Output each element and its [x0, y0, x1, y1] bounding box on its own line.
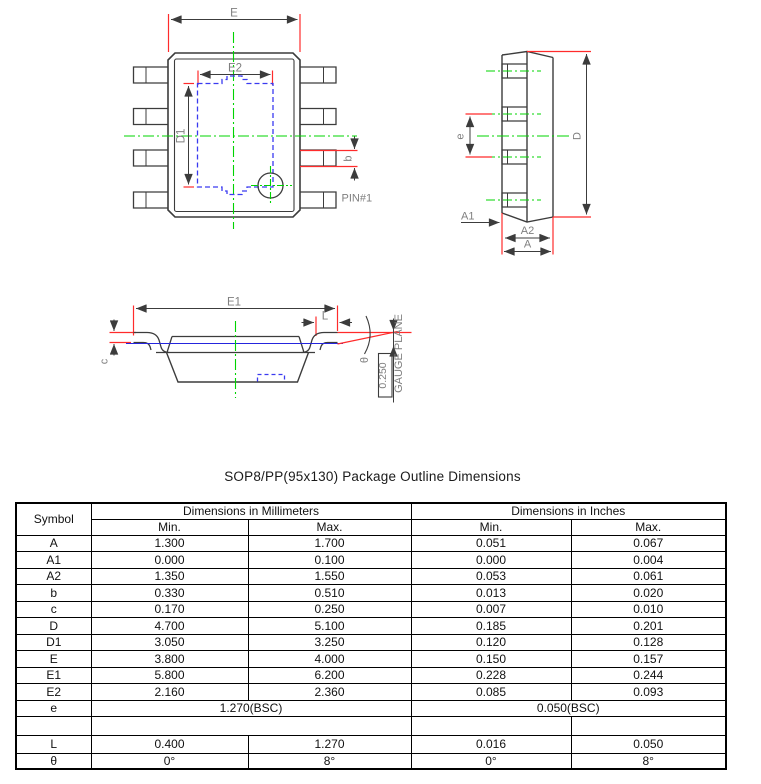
in-max-cell: 0.004 — [571, 551, 726, 568]
label-E1: E1 — [226, 296, 242, 309]
mm-max-cell: 2.360 — [248, 683, 411, 700]
table-row-e — [16, 700, 726, 716]
in-min-cell: 0.120 — [411, 634, 571, 650]
mm-max-cell: 1.700 — [248, 535, 411, 551]
blank-cell — [411, 716, 571, 735]
mm-max-cell: 3.250 — [248, 634, 411, 650]
header-row-2 — [16, 519, 726, 535]
symbol-cell: c — [16, 601, 91, 617]
bottom-notch-outline — [258, 375, 285, 382]
symbol-cell: E2 — [16, 683, 91, 700]
in-max-cell: 8° — [571, 753, 726, 769]
in-max-cell: 0.020 — [571, 584, 726, 601]
header-mm: Dimensions in Millimeters — [91, 503, 411, 519]
header-row-1 — [16, 503, 726, 519]
header-in-max: Max. — [571, 519, 726, 535]
blank-cell — [91, 716, 411, 735]
in-max-cell: 0.050 — [571, 735, 726, 753]
dim-A2 — [505, 225, 550, 238]
right-pins — [300, 67, 336, 208]
mm-min-cell: 5.800 — [91, 667, 248, 683]
mm-min-cell: 0.000 — [91, 551, 248, 568]
mm-min-cell: 1.300 — [91, 535, 248, 551]
dim-A — [504, 239, 551, 252]
label-A: A — [523, 238, 532, 251]
front-view — [99, 297, 412, 403]
in-max-cell: 0.201 — [571, 617, 726, 634]
label-D1: D1 — [175, 128, 188, 144]
table-row-A1 — [16, 551, 726, 568]
mm-max-cell: 5.100 — [248, 617, 411, 634]
side-centerlines — [477, 71, 571, 200]
page-title: SOP8/PP(95x130) Package Outline Dimensions — [224, 469, 521, 484]
dim-D1 — [176, 84, 195, 188]
mm-bsc-cell: 1.270(BSC) — [91, 700, 411, 716]
in-max-cell: 0.128 — [571, 634, 726, 650]
mm-max-cell: 0.100 — [248, 551, 411, 568]
symbol-cell: E — [16, 650, 91, 667]
in-max-cell: 0.157 — [571, 650, 726, 667]
symbol-cell: θ — [16, 753, 91, 769]
side-view — [455, 52, 592, 255]
top-view — [124, 8, 372, 230]
in-bsc-cell: 0.050(BSC) — [411, 700, 726, 716]
mm-min-cell: 0° — [91, 753, 248, 769]
in-max-cell: 0.093 — [571, 683, 726, 700]
in-min-cell: 0.185 — [411, 617, 571, 634]
in-min-cell: 0.000 — [411, 551, 571, 568]
label-e: e — [454, 133, 467, 140]
symbol-cell: A — [16, 535, 91, 551]
dim-E — [169, 8, 301, 53]
mm-max-cell: 0.250 — [248, 601, 411, 617]
table-row-A — [16, 535, 726, 551]
header-mm-max: Max. — [248, 519, 411, 535]
in-min-cell: 0° — [411, 753, 571, 769]
table-row-L — [16, 735, 726, 753]
dim-b — [300, 137, 358, 181]
mm-min-cell: 2.160 — [91, 683, 248, 700]
table-row-c — [16, 601, 726, 617]
mm-max-cell: 1.270 — [248, 735, 411, 753]
symbol-cell: E1 — [16, 667, 91, 683]
in-min-cell: 0.150 — [411, 650, 571, 667]
mm-min-cell: 0.170 — [91, 601, 248, 617]
table-row-A2 — [16, 568, 726, 584]
symbol-cell: D — [16, 617, 91, 634]
mm-min-cell: 3.050 — [91, 634, 248, 650]
mm-max-cell: 0.510 — [248, 584, 411, 601]
mm-min-cell: 1.350 — [91, 568, 248, 584]
blank-cell — [571, 716, 726, 735]
label-b: b — [342, 155, 355, 162]
header-in-min: Min. — [411, 519, 571, 535]
mm-min-cell: 0.400 — [91, 735, 248, 753]
label-theta: θ — [359, 356, 371, 364]
mm-min-cell: 3.800 — [91, 650, 248, 667]
table-row-E1 — [16, 667, 726, 683]
in-min-cell: 0.085 — [411, 683, 571, 700]
in-max-cell: 0.061 — [571, 568, 726, 584]
mm-min-cell: 4.700 — [91, 617, 248, 634]
header-mm-min: Min. — [91, 519, 248, 535]
label-gauge-plane: GAUGE PLANE — [393, 314, 405, 393]
dim-c — [99, 320, 137, 365]
in-min-cell: 0.053 — [411, 568, 571, 584]
symbol-cell: D1 — [16, 634, 91, 650]
mm-max-cell: 8° — [248, 753, 411, 769]
in-min-cell: 0.016 — [411, 735, 571, 753]
symbol-cell: A2 — [16, 568, 91, 584]
dim-gauge-plane — [377, 314, 405, 402]
mm-max-cell: 4.000 — [248, 650, 411, 667]
mm-min-cell: 0.330 — [91, 584, 248, 601]
table-row-b — [16, 584, 726, 601]
dim-E2 — [198, 63, 273, 86]
label-D: D — [571, 132, 584, 140]
label-A2: A2 — [520, 225, 535, 237]
table-row-blank — [16, 716, 726, 735]
left-pins — [134, 67, 169, 208]
in-min-cell: 0.007 — [411, 601, 571, 617]
symbol-cell: L — [16, 735, 91, 753]
body-inner-outline — [175, 59, 295, 212]
in-max-cell: 0.244 — [571, 667, 726, 683]
label-E: E — [230, 7, 238, 20]
in-min-cell: 0.051 — [411, 535, 571, 551]
symbol-cell: b — [16, 584, 91, 601]
symbol-cell: e — [16, 700, 91, 716]
dim-A1 — [461, 211, 500, 223]
label-L: L — [321, 310, 329, 323]
mm-max-cell: 6.200 — [248, 667, 411, 683]
in-max-cell: 0.067 — [571, 535, 726, 551]
label-c: c — [98, 358, 111, 365]
table-row-D1 — [16, 634, 726, 650]
label-A1: A1 — [461, 210, 475, 223]
header-inches: Dimensions in Inches — [411, 503, 726, 519]
in-min-cell: 0.228 — [411, 667, 571, 683]
dim-D — [527, 52, 591, 218]
in-min-cell: 0.013 — [411, 584, 571, 601]
table-row-E2 — [16, 683, 726, 700]
label-pin1: PIN#1 — [341, 192, 373, 205]
mm-max-cell: 1.550 — [248, 568, 411, 584]
dimensions-table — [15, 502, 727, 770]
table-row-E — [16, 650, 726, 667]
label-gauge-value: 0.250 — [377, 362, 389, 389]
symbol-cell: A1 — [16, 551, 91, 568]
label-E2: E2 — [227, 62, 243, 75]
blank-cell — [16, 716, 91, 735]
in-max-cell: 0.010 — [571, 601, 726, 617]
table-row-D — [16, 617, 726, 634]
side-body-outline — [502, 52, 553, 223]
table-row-theta — [16, 753, 726, 769]
header-symbol: Symbol — [16, 503, 91, 535]
